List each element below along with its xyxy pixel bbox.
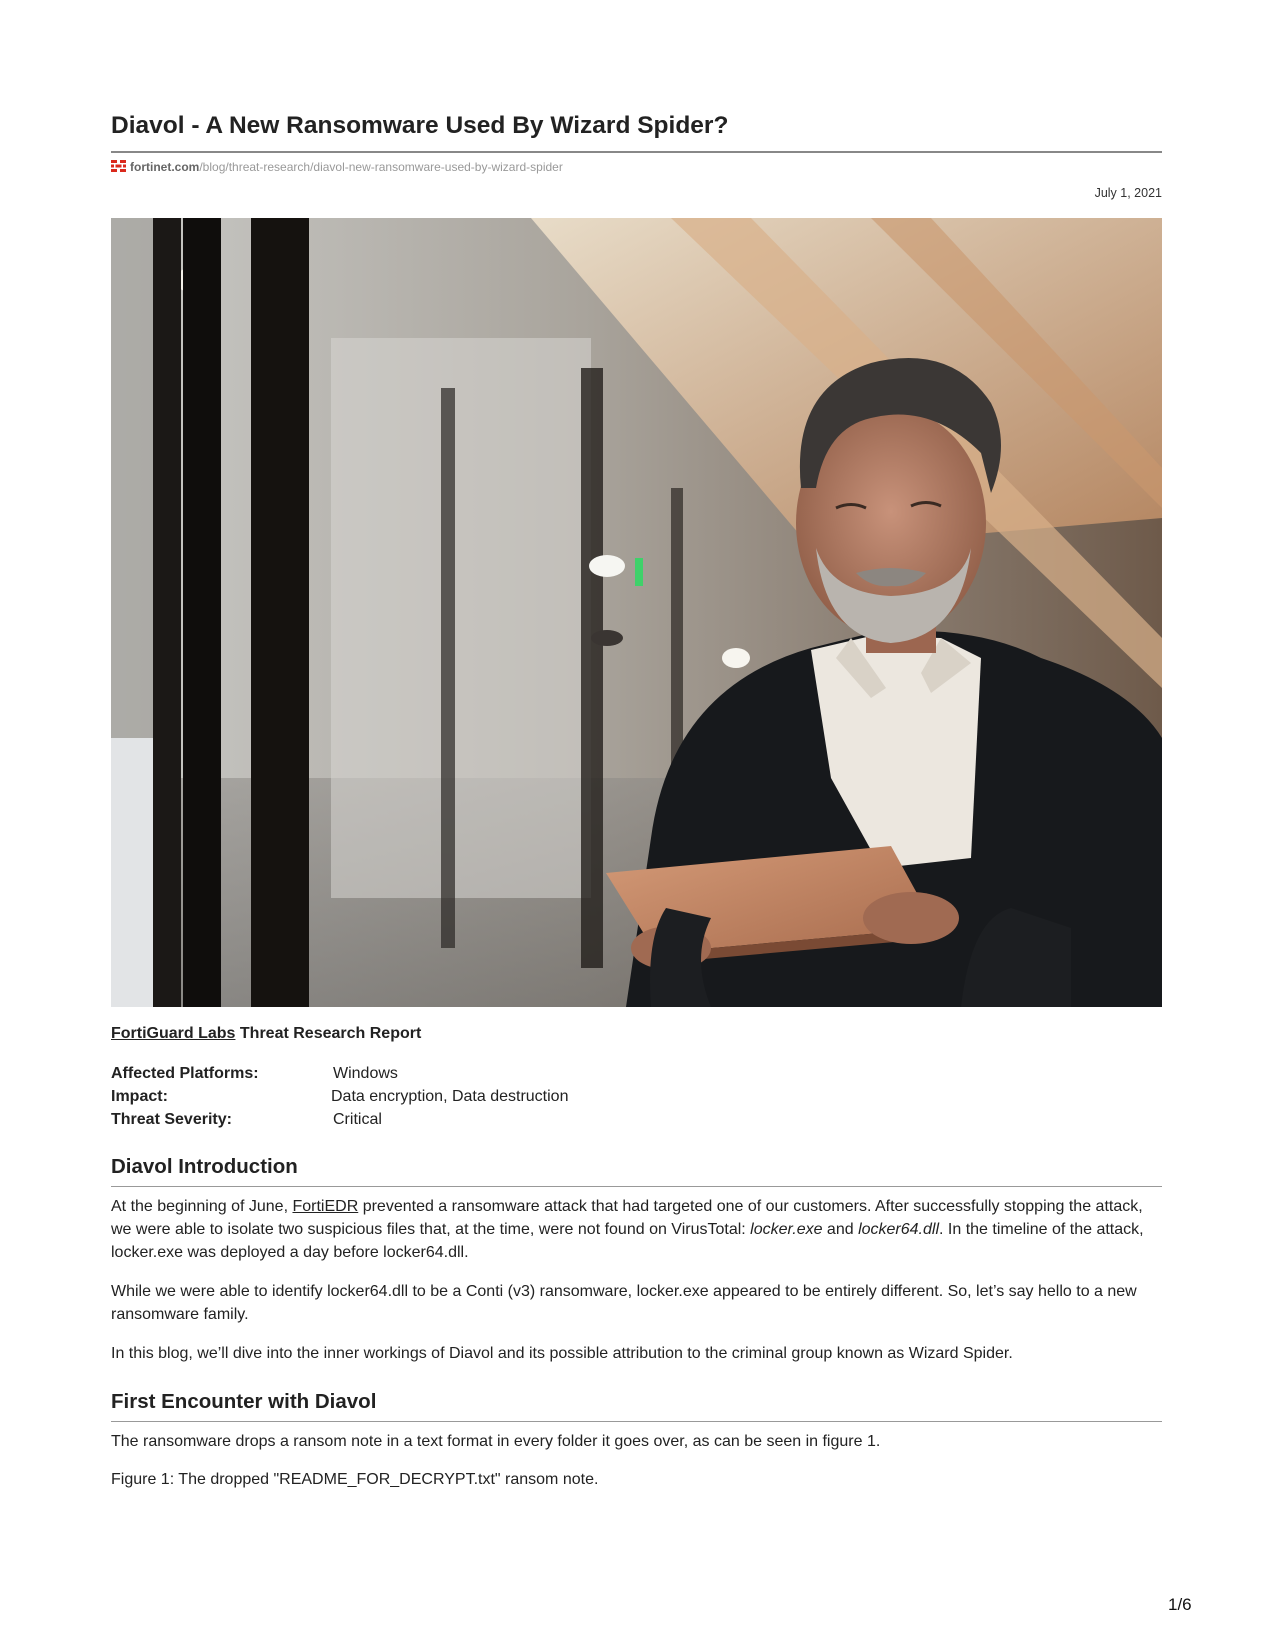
intro-paragraph-2: While we were able to identify locker64.dll to be a Conti (v3) ransomware, locker.exe appeared to be entirely different. So, let’s say hello to a new ransomware family. — [111, 1283, 1137, 1323]
page-number: 1/6 — [1168, 1595, 1192, 1614]
source-domain: fortinet.com — [130, 160, 200, 174]
intro-paragraph-3: In this blog, we’ll dive into the inner workings of Diavol and its possible attribution to the criminal group known as Wizard Spider. — [111, 1345, 1013, 1362]
encounter-paragraph-1: The ransomware drops a ransom note in a text format in every folder it goes over, as can be seen in figure 1. — [111, 1433, 881, 1450]
section-divider — [111, 1421, 1162, 1422]
meta-value: Windows — [333, 1065, 398, 1082]
fortiguard-labs-link[interactable]: FortiGuard Labs — [111, 1025, 236, 1042]
source-path: /blog/threat-research/diavol-new-ransomware-used-by-wizard-spider — [199, 160, 563, 174]
page-title: Diavol - A New Ransomware Used By Wizard Spider? — [111, 112, 729, 139]
source-url[interactable] — [111, 160, 563, 174]
publish-date: July 1, 2021 — [1094, 186, 1162, 200]
section-divider — [111, 1186, 1162, 1187]
intro-paragraph-1: At the beginning of June, FortiEDR prevented a ransomware attack that had targeted one of our customers. After successfully stopping the attack, we were able to isolate two suspicious files that, at the time, were not found on VirusTotal: locker.exe and locker64.dll. In the timeline of the attack, locker.exe was deployed a day before locker64.dll. — [111, 1198, 1144, 1261]
meta-value: Critical — [333, 1111, 382, 1128]
report-attribution — [111, 1025, 421, 1043]
fortiedr-link[interactable]: FortiEDR — [292, 1198, 359, 1215]
figure-caption: Figure 1: The dropped "README_FOR_DECRYPT.txt" ransom note. — [111, 1471, 599, 1488]
meta-label: Threat Severity: — [111, 1111, 232, 1128]
report-suffix: Threat Research Report — [235, 1025, 422, 1042]
meta-label: Affected Platforms: — [111, 1065, 259, 1082]
section-heading-encounter: First Encounter with Diavol — [111, 1390, 377, 1413]
fortinet-logo-icon — [111, 160, 126, 172]
meta-value: Data encryption, Data destruction — [331, 1088, 569, 1105]
hero-image — [111, 218, 1162, 1007]
title-divider — [111, 151, 1162, 153]
meta-label: Impact: — [111, 1088, 168, 1105]
section-heading-intro: Diavol Introduction — [111, 1155, 298, 1178]
